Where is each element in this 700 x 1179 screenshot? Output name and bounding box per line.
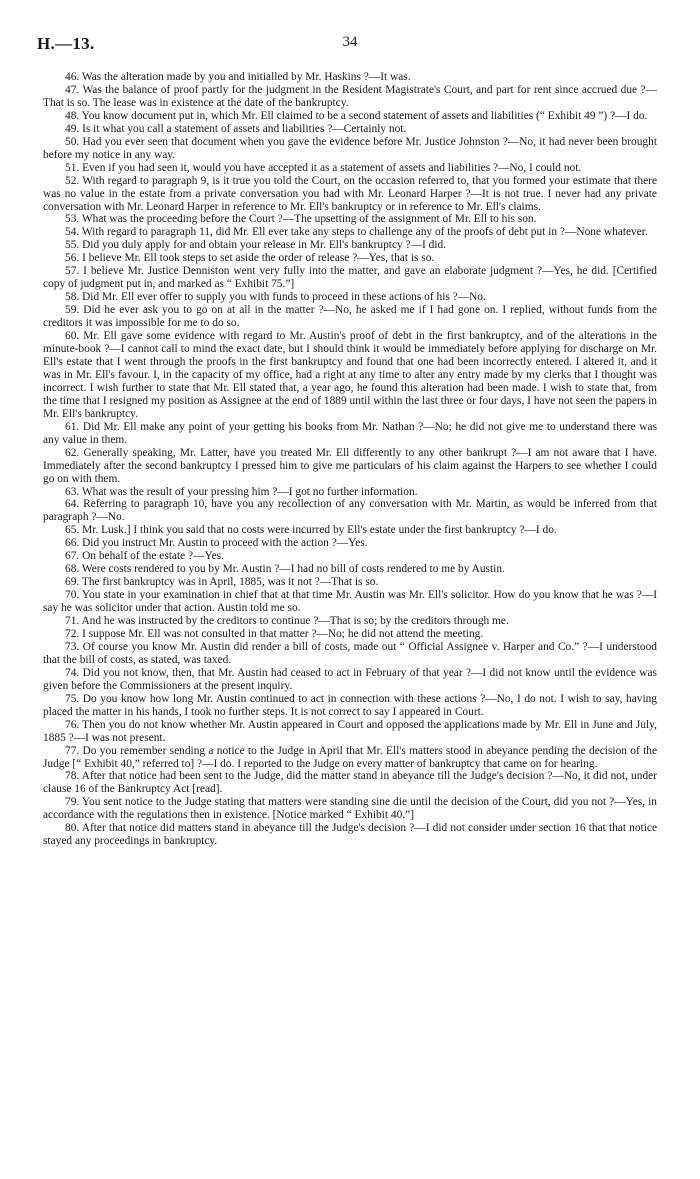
paragraph: 67. On behalf of the estate ?—Yes. [65,550,224,563]
page-number: 34 [342,34,358,50]
paragraph: 48. You know document put in, which Mr. Ell claimed to be a second statement of assets and liabilities (“ Exhibit 49 ”) ?—I do. [65,109,648,122]
paragraph: 71. And he was instructed by the creditors to continue ?—That is so; by the creditors through me. [65,615,509,628]
testimony-body [43,71,657,848]
paragraph: 69. The first bankruptcy was in April, 1885, was it not ?—That is so. [65,576,379,589]
paragraph: 46. Was the alteration made by you and initialled by Mr. Haskins ?—It was. [65,71,411,83]
page-header [37,34,663,56]
paragraph: 55. Did you duly apply for and obtain your release in Mr. Ell's bankruptcy ?—I did. [65,239,447,252]
paragraph: 62. Generally speaking, Mr. Latter, have you treated Mr. Ell differently to any other bankrupt ?—I am not aware that I have. Immediately after the second bankruptcy I pressed him to give me particulars of his claim against the Harpers to see whether I could go on with them. [43,446,657,485]
paragraph: 74. Did you not know, then, that Mr. Austin had ceased to act in February of that year ?—I did not know until the evidence was given before the Commissioners at the present inquiry. [43,666,657,692]
paragraph: 50. Had you ever seen that document when you gave the evidence before Mr. Justice Johnston ?—No, it had never been brought before my notice in any way. [43,135,657,161]
paragraph: 61. Did Mr. Ell make any point of your getting his books from Mr. Nathan ?—No; he did not give me to understand there was any value in them. [43,420,657,446]
paragraph: 76. Then you do not know whether Mr. Austin appeared in Court and opposed the applications made by Mr. Ell in June and July, 1885 ?—I was not present. [43,718,657,744]
paragraph: 51. Even if you had seen it, would you have accepted it as a statement of assets and liabilities ?—No, I could not. [65,161,582,174]
paragraph: 78. After that notice had been sent to the Judge, did the matter stand in abeyance till the Judge's decision ?—No, it did not, under clause 16 of the Bankruptcy Act [read]. [43,770,657,796]
paragraph: 52. With regard to paragraph 9, is it true you told the Court, on the occasion referred to, that you formed your estimate that there was no value in the estate from a private conversation you had with Mr. Leonard Harper ?—It is not true. I never had any private conversation with Mr. Leonard Harper in reference to Mr. Ell's bankruptcy or in reference to Mr. Ell's claims. [43,174,657,213]
paragraph: 53. What was the proceeding before the Court ?—The upsetting of the assignment of Mr. Ell to his son. [65,213,537,226]
paragraph: 63. What was the result of your pressing him ?—I got no further information. [65,485,418,498]
paragraph: 56. I believe Mr. Ell took steps to set aside the order of release ?—Yes, that is so. [65,252,435,265]
paragraph: 73. Of course you know Mr. Austin did render a bill of costs, made out “ Official Assignee v. Harper and Co.” ?—I understood that the bill of costs, as stated, was taxed. [43,640,657,666]
paragraph: 58. Did Mr. Ell ever offer to supply you with funds to proceed in these actions of his ?—No. [65,291,486,304]
paragraph: 75. Do you know how long Mr. Austin continued to act in connection with these actions ?—No, I do not. I wish to say, having placed the matter in his hands, I took no further steps. It is not correct to say I appeared in Court. [43,692,657,718]
paragraph: 68. Were costs rendered to you by Mr. Austin ?—I had no bill of costs rendered to me by Austin. [65,563,505,576]
document-reference: H.—13. [37,34,95,53]
paragraph: 59. Did he ever ask you to go on at all in the matter ?—No, he asked me if I had gone on. I replied, without funds from the creditors it was impossible for me to do so. [43,304,657,330]
paragraph: 79. You sent notice to the Judge stating that matters were standing sine die until the decision of the Court, did you not ?—Yes, in accordance with the regulations then in existence. [Notice marked “ Exhibit 40.”] [43,796,657,822]
paragraph: 80. After that notice did matters stand in abeyance till the Judge's decision ?—I did not consider under section 16 that that notice stayed any proceedings in bankruptcy. [43,822,657,848]
paragraph: 70. You state in your examination in chief that at that time Mr. Austin was Mr. Ell's solicitor. How do you know that he was ?—I say he was solicitor under that action. Austin told me so. [43,589,657,615]
paragraph: 66. Did you instruct Mr. Austin to proceed with the action ?—Yes. [65,537,368,550]
paragraph: 60. Mr. Ell gave some evidence with regard to Mr. Austin's proof of debt in the first bankruptcy, and of the alterations in the minute-book ?—I cannot call to mind the exact date, but I should think it would be immediately before applying for discharge on Mr. Ell's estate that I went through the proofs in the first bankruptcy and found that one had been incorrectly entered. I altered it, and it was in Mr. Ell's favour. I, in the capacity of my office, had a right at any time to alter any entry made by my clerks that I thought was incorrect. I wish further to state that Mr. Ell stated that, a year ago, he found this alteration had been made. I wish to state that, from the time that I resigned my position as Assignee at the end of 1889 until within the last three or four days, I have not seen the papers in Mr. Ell's bankruptcy. [43,330,657,420]
paragraph: 64. Referring to paragraph 10, have you any recollection of any conversation with Mr. Martin, as would be inferred from that paragraph ?—No. [43,498,657,524]
paragraph: 47. Was the balance of proof partly for the judgment in the Resident Magistrate's Court, and part for rent since accrued due ?—That is so. The lease was in existence at the date of the bankruptcy. [43,83,657,109]
paragraph: 54. With regard to paragraph 11, did Mr. Ell ever take any steps to challenge any of the proofs of debt put in ?—None whatever. [65,226,648,239]
paragraph: 65. Mr. Lusk.] I think you said that no costs were incurred by Ell's estate under the first bankruptcy ?—I do. [65,524,557,537]
paragraph: 72. I suppose Mr. Ell was not consulted in that matter ?—No; he did not attend the meeting. [65,627,484,640]
paragraph: 49. Is it what you call a statement of assets and liabilities ?—Certainly not. [65,122,407,135]
paragraph: 77. Do you remember sending a notice to the Judge in April that Mr. Ell's matters stood in abeyance pending the decision of the Judge [“ Exhibit 40,” referred to] ?—I do. I reported to the Judge on every matter of bankruptcy that came on for hearing. [43,744,657,770]
paragraph: 57. I believe Mr. Justice Denniston went very fully into the matter, and gave an elaborate judgment ?—Yes, he did. [Certified copy of judgment put in, and marked as “ Exhibit 75.”] [43,265,657,291]
